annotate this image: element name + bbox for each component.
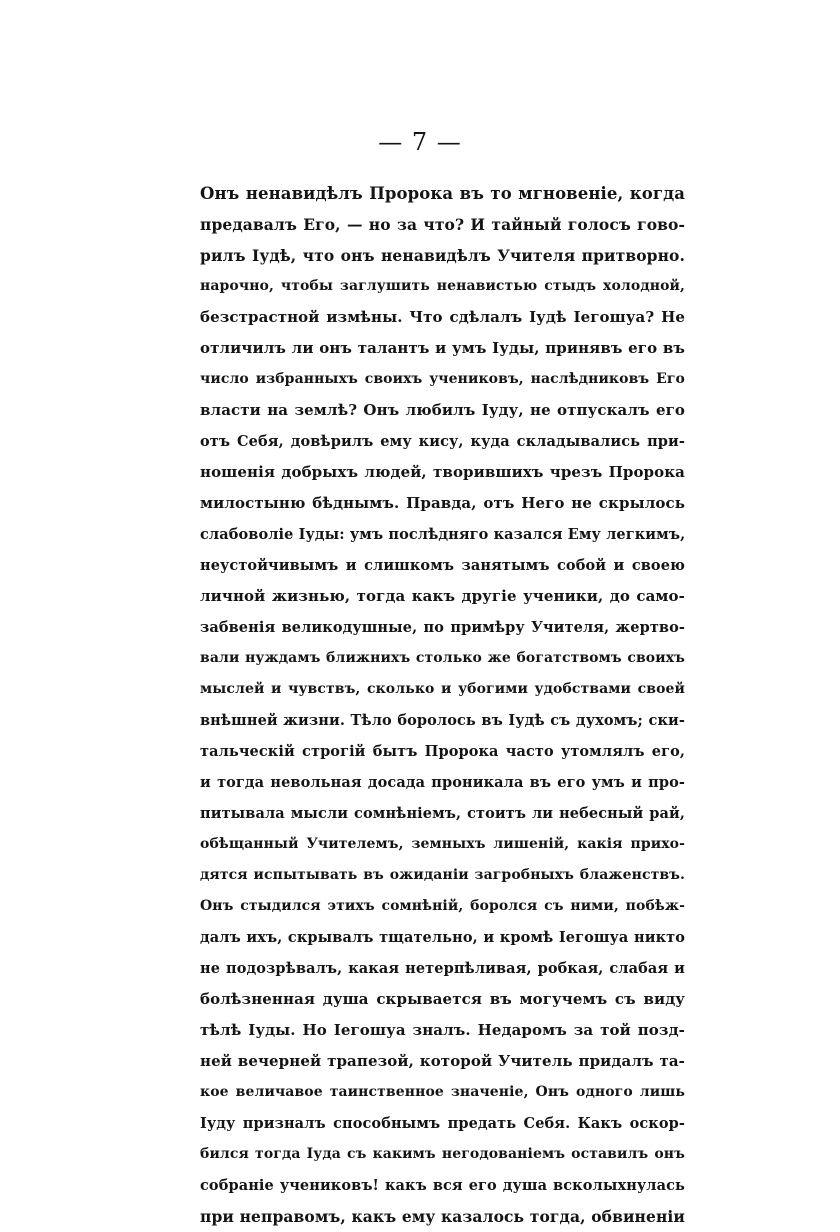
text-line: внѣшней жизни. Тѣло боролось въ Іудѣ съ духомъ; ски-: [200, 712, 685, 729]
text-line: число избранныхъ своихъ учениковъ, наслѣдниковъ Его: [200, 371, 685, 387]
text-line: слабоволіе Іуды: умъ послѣдняго казался Ему легкимъ,: [200, 526, 686, 543]
text-block: [200, 178, 685, 1232]
text-line: кое величавое таинственное значеніе, Онъ одного лишь: [200, 1084, 685, 1100]
text-line: бился тогда Іуда съ какимъ негодованіемъ оставилъ онъ: [200, 1146, 685, 1162]
text-line: безстрастной измѣны. Что сдѣлалъ Іудѣ Іегошуа? Не: [200, 308, 685, 326]
text-line: мыслей и чувствъ, сколько и убогими удобствами своей: [200, 681, 685, 697]
text-line: неустойчивымъ и слишкомъ занятымъ собой и своею: [200, 557, 685, 574]
text-line: рилъ Іудѣ, что онъ ненавидѣлъ Учителя притворно.: [200, 246, 685, 265]
text-line: предавалъ Его, — но за что? И тайный голосъ гово-: [200, 215, 685, 234]
text-line: нарочно, чтобы заглушить ненавистью стыдъ холодной,: [200, 278, 685, 294]
text-line: власти на землѣ? Онъ любилъ Іуду, не отпускалъ его: [200, 401, 685, 419]
text-line: и тогда невольная досада проникала въ его умъ и про-: [200, 774, 685, 791]
text-line: питывала мысли сомнѣніемъ, стоитъ ли небесный рай,: [200, 805, 685, 822]
page-number: — 7 —: [378, 128, 462, 156]
text-line: болѣзненная душа скрывается въ могучемъ съ виду: [200, 990, 685, 1008]
text-line: вали нуждамъ ближнихъ столько же богатствомъ своихъ: [200, 650, 685, 666]
text-line: ношенія добрыхъ людей, творившихъ чрезъ Пророка: [200, 463, 685, 481]
text-line: при неправомъ, какъ ему казалось тогда, обвиненіи: [200, 1207, 685, 1226]
text-line: Онъ стыдился этихъ сомнѣній, боролся съ ними, побѣж-: [200, 898, 685, 914]
text-line: обѣщанный Учителемъ, земныхъ лишеній, какія прихо-: [200, 836, 685, 852]
text-line: милостыню бѣднымъ. Правда, отъ Него не скрылось: [200, 494, 685, 512]
text-line: личной жизнью, тогда какъ другіе ученики, до само-: [200, 587, 685, 605]
text-line: далъ ихъ, скрывалъ тщательно, и кромѣ Іегошуа никто: [200, 929, 685, 946]
text-line: отличилъ ли онъ талантъ и умъ Іуды, принявъ его въ: [200, 339, 685, 357]
text-line: отъ Себя, довѣрилъ ему кису, куда складывались при-: [200, 433, 685, 450]
text-line: ней вечерней трапезой, которой Учитель придалъ та-: [200, 1052, 685, 1070]
text-line: собраніе учениковъ! какъ вся его душа всколыхнулась: [200, 1177, 685, 1194]
text-line: Онъ ненавидѣлъ Пророка въ то мгновеніе, когда: [200, 184, 685, 203]
text-line: тѣлѣ Іуды. Но Іегошуа зналъ. Недаромъ за той позд-: [200, 1021, 685, 1039]
text-line: Іуду призналъ способнымъ предать Себя. Какъ оскор-: [200, 1115, 685, 1132]
text-line: забвенія великодушные, по примѣру Учителя, жертво-: [200, 619, 685, 636]
text-line: тальческій строгій бытъ Пророка часто утомлялъ его,: [200, 743, 685, 760]
text-line: не подозрѣвалъ, какая нетерпѣливая, робкая, слабая и: [200, 960, 685, 977]
text-line: дятся испытывать въ ожиданіи загробныхъ блаженствъ.: [200, 867, 685, 883]
